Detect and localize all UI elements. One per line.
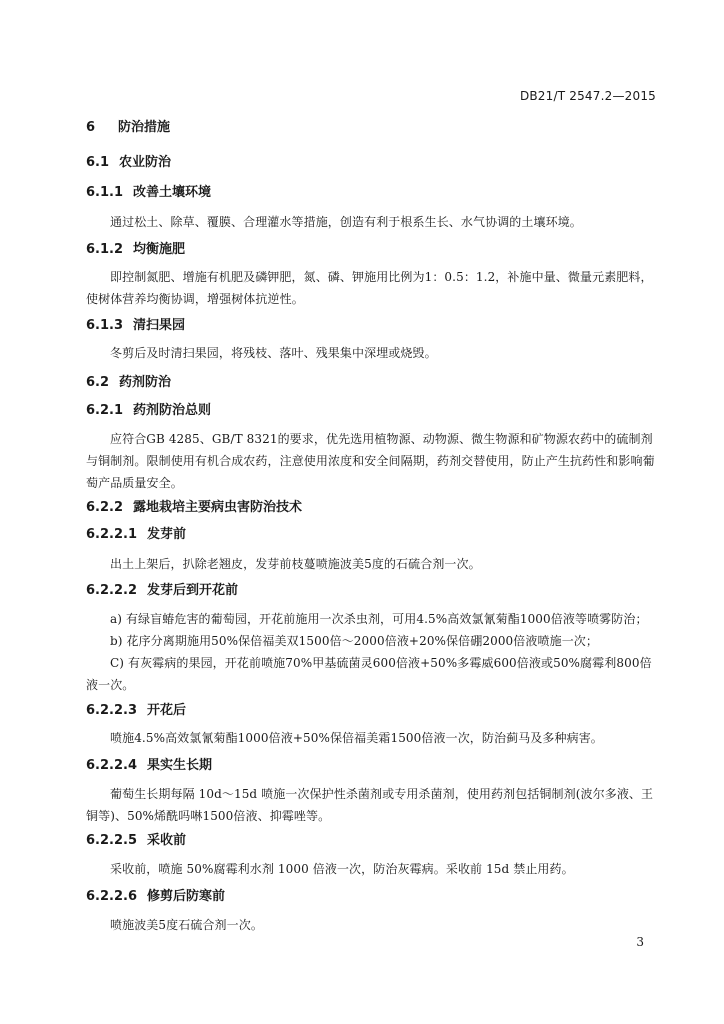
section-title: 修剪后防寒前 [147,889,226,904]
section-title: 发芽后到开花前 [147,583,239,598]
section-title: 清扫果园 [133,318,186,333]
section-number: 6.2.2.2 [86,583,137,598]
paragraph-6-1-3: 冬剪后及时清扫果园，将残枝、落叶、残果集中深埋或烧毁。 [110,346,437,360]
section-title: 药剂防治总则 [133,403,212,418]
section-title: 果实生长期 [147,758,213,773]
section-title: 露地栽培主要病虫害防治技术 [133,500,303,515]
section-heading-6-2-2-5 [86,831,186,851]
section-title: 均衡施肥 [133,242,186,257]
section-title: 改善土壤环境 [133,185,212,200]
paragraph-6-2-2-3: 喷施4.5%高效氯氰菊酯1000倍液+50%保倍福美霜1500倍液一次，防治蓟马及多种病害。 [110,731,603,745]
section-heading-6-2-2-2 [86,581,238,601]
paragraph-6-2-2-4: 葡萄生长期每隔 10d～15d 喷施一次保护性杀菌剂或专用杀菌剂，使用药剂包括铜制剂(波尔多液、王铜等)、50%烯酰吗啉1500倍液、抑霉唑等。 [86,787,654,823]
section-heading-6-2-2-6 [86,887,225,907]
section-number: 6.1.2 [86,242,124,257]
page-number: 3 [636,935,644,949]
section-heading-6-1-1 [86,183,211,203]
section-heading-6-2-2-3 [86,701,186,721]
section-heading-6-1 [86,153,171,173]
section-number: 6.2 [86,375,110,390]
section-number: 6.1.1 [86,185,124,200]
section-number: 6.1.3 [86,318,124,333]
list-item-c: C) 有灰霉病的果园，开花前喷施70%甲基硫菌灵600倍液+50%多霉威600倍液或50%腐霉利800倍液一次。 [86,656,652,692]
section-number: 6.2.2.6 [86,889,137,904]
paragraph-6-2-2-1: 出土上架后，扒除老翘皮，发芽前枝蔓喷施波美5度的石硫合剂一次。 [110,557,481,571]
list-item-a: a) 有绿盲蝽危害的葡萄园，开花前施用一次杀虫剂，可用4.5%高效氯氰菊酯1000倍液等喷雾防治； [110,612,648,626]
section-title: 药剂防治 [119,375,172,390]
section-heading-6-2 [86,373,171,393]
paragraph-6-2-2-6: 喷施波美5度石硫合剂一次。 [110,918,263,932]
paragraph-6-1-2: 即控制氮肥、增施有机肥及磷钾肥，氮、磷、钾施用比例为1：0.5：1.2，补施中量、微量元素肥料，使树体营养均衡协调，增强树体抗逆性。 [86,270,653,306]
section-heading-6 [86,118,170,138]
section-title: 发芽前 [147,527,187,542]
section-heading-6-2-2 [86,498,302,518]
section-number: 6.2.2.5 [86,833,137,848]
section-heading-6-2-2-1 [86,525,186,545]
section-title: 防治措施 [118,120,171,135]
paragraph-6-2-1: 应符合GB 4285、GB/T 8321的要求，优先选用植物源、动物源、微生物源和矿物源农药中的硫制剂与铜制剂。限制使用有机合成农药，注意使用浓度和安全间隔期，药剂交替使用，防止产生抗药性和影响葡萄产品质量安全。 [86,432,655,490]
list-item-b: b) 花序分离期施用50%保倍福美双1500倍～2000倍液+20%保倍硼2000倍液喷施一次； [110,634,598,648]
section-number: 6.2.2 [86,500,124,515]
paragraph-6-1-1: 通过松土、除草、覆膜、合理灌水等措施，创造有利于根系生长、水气协调的土壤环境。 [110,215,582,229]
document-code: DB21/T 2547.2—2015 [519,89,656,103]
section-number: 6.1 [86,155,110,170]
section-title: 开花后 [147,703,187,718]
section-number: 6.2.2.4 [86,758,137,773]
section-heading-6-1-2 [86,240,185,260]
paragraph-6-2-2-5: 采收前，喷施 50%腐霉利水剂 1000 倍液一次，防治灰霉病。采收前 15d 禁止用药。 [110,862,574,876]
section-number: 6.2.2.1 [86,527,137,542]
section-heading-6-2-1 [86,401,211,421]
section-title: 农业防治 [119,155,172,170]
section-number: 6.2.1 [86,403,124,418]
section-number: 6.2.2.3 [86,703,137,718]
section-heading-6-1-3 [86,316,185,336]
section-heading-6-2-2-4 [86,756,212,776]
section-number: 6 [86,120,96,135]
section-title: 采收前 [147,833,187,848]
